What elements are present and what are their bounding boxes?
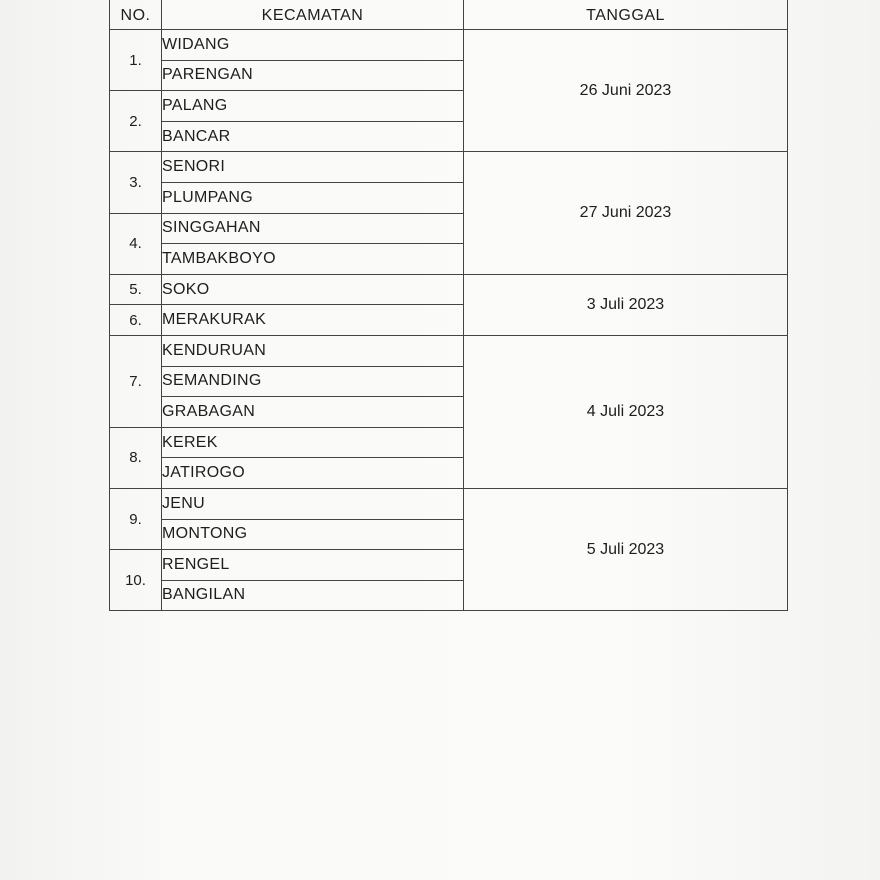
- row-number: 7.: [110, 335, 162, 427]
- row-number: 3.: [110, 152, 162, 213]
- table-row: [110, 30, 788, 61]
- kecamatan-cell: RENGEL: [162, 550, 464, 581]
- header-tanggal: TANGGAL: [464, 0, 788, 30]
- kecamatan-cell: PARENGAN: [162, 60, 464, 91]
- table-row: [110, 488, 788, 519]
- kecamatan-cell: BANGILAN: [162, 580, 464, 611]
- kecamatan-cell: JENU: [162, 488, 464, 519]
- kecamatan-cell: JATIROGO: [162, 458, 464, 489]
- kecamatan-cell: SOKO: [162, 274, 464, 305]
- kecamatan-cell: KEREK: [162, 427, 464, 458]
- kecamatan-cell: PALANG: [162, 91, 464, 122]
- table-row: [110, 274, 788, 305]
- row-number: 5.: [110, 274, 162, 305]
- kecamatan-cell: WIDANG: [162, 30, 464, 61]
- kecamatan-cell: GRABAGAN: [162, 397, 464, 428]
- table-header-row: [110, 0, 788, 30]
- row-number: 2.: [110, 91, 162, 152]
- row-number: 10.: [110, 550, 162, 611]
- kecamatan-cell: SINGGAHAN: [162, 213, 464, 244]
- schedule-body: [110, 30, 788, 611]
- kecamatan-cell: PLUMPANG: [162, 182, 464, 213]
- tanggal-cell: 3 Juli 2023: [464, 274, 788, 335]
- row-number: 4.: [110, 213, 162, 274]
- tanggal-cell: 27 Juni 2023: [464, 152, 788, 274]
- tanggal-cell: 26 Juni 2023: [464, 30, 788, 152]
- kecamatan-cell: SEMANDING: [162, 366, 464, 397]
- kecamatan-cell: BANCAR: [162, 121, 464, 152]
- tanggal-cell: 5 Juli 2023: [464, 488, 788, 610]
- kecamatan-cell: SENORI: [162, 152, 464, 183]
- row-number: 9.: [110, 488, 162, 549]
- header-kecamatan: KECAMATAN: [162, 0, 464, 30]
- header-no: NO.: [110, 0, 162, 30]
- kecamatan-cell: TAMBAKBOYO: [162, 244, 464, 275]
- row-number: 8.: [110, 427, 162, 488]
- kecamatan-cell: KENDURUAN: [162, 335, 464, 366]
- row-number: 1.: [110, 30, 162, 91]
- table-row: [110, 152, 788, 183]
- kecamatan-cell: MONTONG: [162, 519, 464, 550]
- kecamatan-cell: MERAKURAK: [162, 305, 464, 336]
- table-row: [110, 335, 788, 366]
- tanggal-cell: 4 Juli 2023: [464, 335, 788, 488]
- row-number: 6.: [110, 305, 162, 336]
- schedule-table: [109, 0, 788, 611]
